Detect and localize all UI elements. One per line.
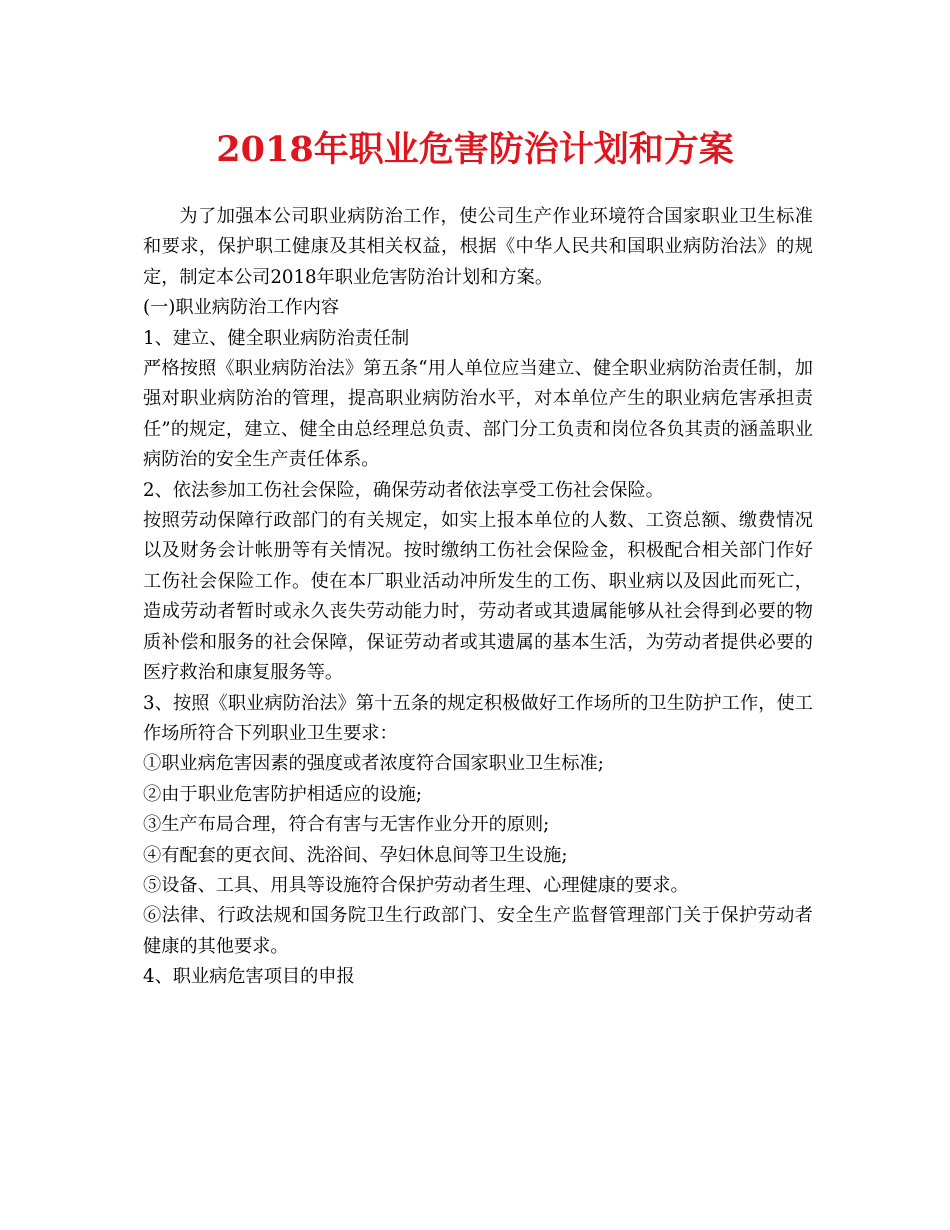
item-paragraph-1: 严格按照《职业病防治法》第五条“用人单位应当建立、健全职业病防治责任制，加强对职业病防治的管理，提高职业病防治水平，对本单位产生的职业病危害承担责任”的规定，建立、健全由总经理总负责、部门分工负责和岗位各负其责的涵盖职业病防治的安全生产责任体系。 — [143, 358, 813, 471]
requirement-4: ④有配套的更衣间、洗浴间、孕妇休息间等卫生设施; — [143, 844, 568, 866]
item-heading-1: 1、建立、健全职业病防治责任制 — [143, 327, 410, 349]
item-heading-2: 2、依法参加工伤社会保险，确保劳动者依法享受工伤社会保险。 — [143, 479, 664, 501]
item-paragraph-2: 按照劳动保障行政部门的有关规定，如实上报本单位的人数、工资总额、缴费情况以及财务会计帐册等有关情况。按时缴纳工伤社会保险金，积极配合相关部门作好工伤社会保险工作。使在本厂职业活动冲所发生的工伤、职业病以及因此而死亡，造成劳动者暂时或永久丧失劳动能力时，劳动者或其遗属能够从社会得到必要的物质补偿和服务的社会保障，保证劳动者或其遗属的基本生活，为劳动者提供必要的医疗救治和康复服务等。 — [143, 510, 813, 684]
requirement-6: ⑥法律、行政法规和国务院卫生行政部门、安全生产监督管理部门关于保护劳动者健康的其他要求。 — [143, 905, 813, 957]
requirement-3: ③生产布局合理，符合有害与无害作业分开的原则; — [143, 814, 550, 836]
document-title: 2018年职业危害防治计划和方案 — [216, 129, 734, 170]
document-body — [143, 202, 813, 993]
requirement-2: ②由于职业危害防护相适应的设施; — [143, 783, 422, 805]
item-heading-3: 3、按照《职业病防治法》第十五条的规定积极做好工作场所的卫生防护工作，使工作场所符合下列职业卫生要求： — [143, 692, 813, 744]
item-heading-4: 4、职业病危害项目的申报 — [143, 966, 355, 988]
requirement-1: ①职业病危害因素的强度或者浓度符合国家职业卫生标准; — [143, 753, 604, 775]
section-heading-work-content: (一)职业病防治工作内容 — [143, 297, 340, 319]
intro-paragraph: 为了加强本公司职业病防治工作，使公司生产作业环境符合国家职业卫生标准和要求，保护职工健康及其相关权益，根据《中华人民共和国职业病防治法》的规定，制定本公司2018年职业危害防治计划和方案。 — [143, 206, 813, 288]
requirement-5: ⑤设备、工具、用具等设施符合保护劳动者生理、心理健康的要求。 — [143, 874, 689, 896]
